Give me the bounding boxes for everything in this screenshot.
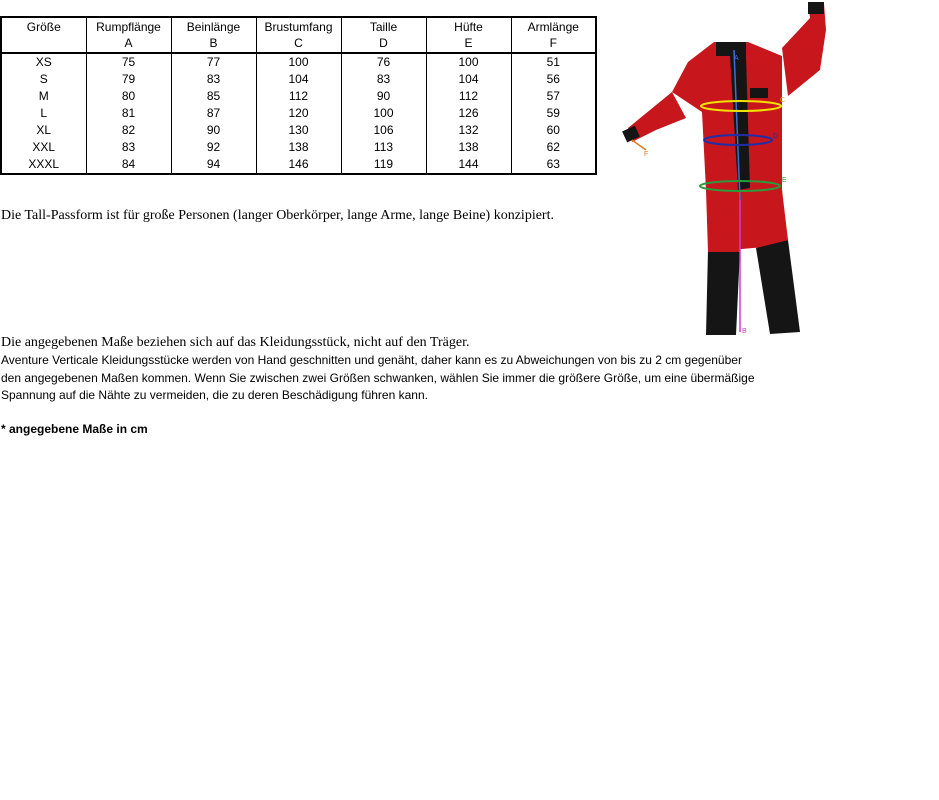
header-torso-length: Rumpflänge A [86, 17, 171, 53]
table-cell: 106 [341, 122, 426, 139]
table-cell: 62 [511, 139, 596, 156]
table-cell: XXL [32, 140, 56, 154]
header-leg-length: Beinlänge B [171, 17, 256, 53]
table-cell: XXXL [28, 157, 60, 171]
label-b: B [742, 328, 747, 335]
table-row [1, 88, 596, 105]
table-row [1, 156, 596, 174]
table-row [1, 122, 596, 139]
table-cell: 104 [256, 71, 341, 88]
table-cell: S [39, 72, 48, 86]
table-cell: 100 [256, 53, 341, 71]
table-cell: 83 [341, 71, 426, 88]
table-cell: 119 [341, 156, 426, 174]
table-cell: 126 [426, 105, 511, 122]
suit-cuff-right [808, 2, 824, 14]
unit-note: * angegebene Maße in cm [1, 422, 148, 436]
table-cell: L [40, 106, 48, 120]
table-cell: 80 [86, 88, 171, 105]
table-cell: 146 [256, 156, 341, 174]
size-table [0, 16, 597, 175]
table-cell: 113 [341, 139, 426, 156]
table-cell: 84 [86, 156, 171, 174]
table-row [1, 139, 596, 156]
table-cell: XL [36, 123, 52, 137]
jumpsuit-measurement-figure [610, 0, 830, 340]
table-cell: 120 [256, 105, 341, 122]
suit-raised-arm [782, 2, 826, 96]
table-cell: 79 [86, 71, 171, 88]
measure-line-f [632, 140, 646, 150]
table-cell: 144 [426, 156, 511, 174]
table-cell: 130 [256, 122, 341, 139]
label-f: F [644, 151, 649, 158]
table-cell: 90 [341, 88, 426, 105]
table-cell: 51 [511, 53, 596, 71]
table-cell: XS [35, 55, 52, 69]
header-arm-length: Armlänge F [511, 17, 596, 53]
suit-leg-right [756, 240, 800, 334]
table-cell: 92 [171, 139, 256, 156]
table-cell: 76 [341, 53, 426, 71]
label-a: A [734, 55, 739, 62]
table-cell: 90 [171, 122, 256, 139]
table-cell: 77 [171, 53, 256, 71]
garment-measure-note: Die angegebenen Maße beziehen sich auf das Kleidungsstück, nicht auf den Träger. [1, 335, 470, 350]
label-d: D [773, 133, 779, 140]
label-e: E [782, 177, 787, 184]
table-cell: 57 [511, 88, 596, 105]
table-cell: 83 [86, 139, 171, 156]
table-cell: 81 [86, 105, 171, 122]
table-cell: 100 [341, 105, 426, 122]
table-cell: 56 [511, 71, 596, 88]
table-cell: 104 [426, 71, 511, 88]
table-cell: 112 [426, 88, 511, 105]
table-cell: 100 [426, 53, 511, 71]
table-cell: 87 [171, 105, 256, 122]
table-cell: 59 [511, 105, 596, 122]
table-cell: 83 [171, 71, 256, 88]
header-hip: Hüfte E [426, 17, 511, 53]
table-row [1, 53, 596, 71]
table-cell: 75 [86, 53, 171, 71]
suit-leg-left [706, 250, 740, 335]
suit-collar [716, 42, 746, 56]
table-cell: 138 [256, 139, 341, 156]
handmade-note: Aventure Verticale Kleidungsstücke werden von Hand geschnitten und genäht, daher kann es zu Abweichungen von bis zu 2 cm gegenüber den angegebenen Maßen kommen. Wenn Sie zwischen zwei Größen schwanken, wählen Sie immer die größere Größe, um eine übermäßige Spannung auf die Nähte zu vermeiden, die zu deren Beschädigung führen kann. [1, 353, 755, 402]
table-cell: 112 [256, 88, 341, 105]
table-cell: 85 [171, 88, 256, 105]
table-cell: M [38, 89, 49, 103]
label-c: C [780, 97, 786, 104]
table-cell: 138 [426, 139, 511, 156]
header-chest: Brustumfang C [256, 17, 341, 53]
table-cell: 60 [511, 122, 596, 139]
table-cell: 82 [86, 122, 171, 139]
header-waist: Taille D [341, 17, 426, 53]
suit-chest-logo [750, 88, 768, 98]
suit-leg-left-upper [708, 190, 742, 252]
table-row [1, 105, 596, 122]
table-row [1, 71, 596, 88]
table-header-row [1, 17, 596, 53]
table-cell: 63 [511, 156, 596, 174]
table-cell: 132 [426, 122, 511, 139]
table-cell: 94 [171, 156, 256, 174]
tall-fit-note: Die Tall-Passform ist für große Personen (langer Oberkörper, lange Arme, lange Beine) konzipiert. [1, 208, 554, 223]
header-size: Größe [1, 17, 86, 53]
